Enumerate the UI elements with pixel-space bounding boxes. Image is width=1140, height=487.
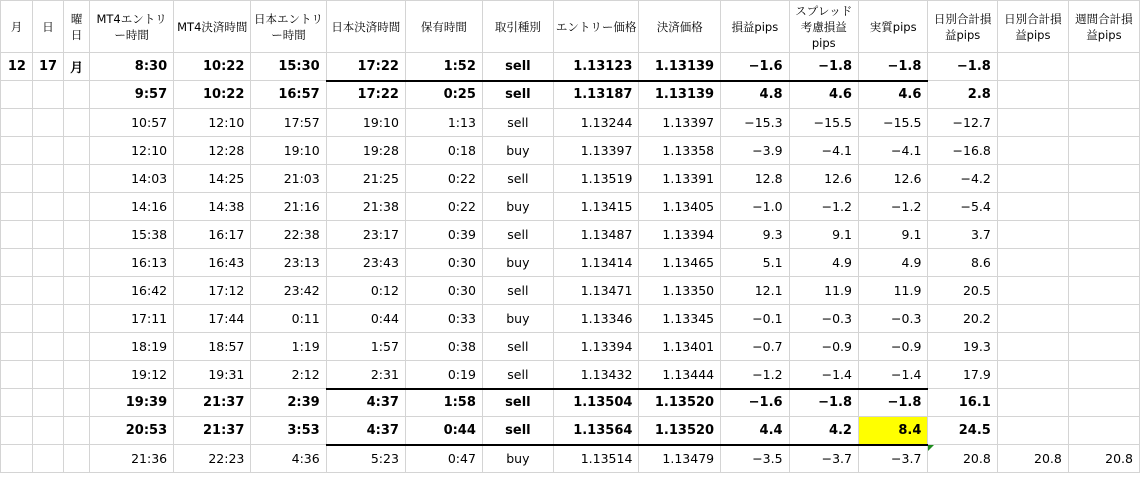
weekday-cell[interactable] [64, 417, 90, 445]
pips-cell[interactable]: −1.2 [721, 361, 789, 389]
mt4-exit-time-cell[interactable]: 16:43 [174, 249, 251, 277]
jp-exit-time-cell[interactable]: 4:37 [326, 389, 405, 417]
month-cell[interactable] [1, 137, 33, 165]
month-cell[interactable] [1, 333, 33, 361]
header-cell[interactable]: 月 [1, 1, 33, 53]
header-cell[interactable]: MT4エントリー時間 [90, 1, 174, 53]
entry-price-cell[interactable]: 1.13519 [553, 165, 639, 193]
day-cell[interactable] [32, 249, 63, 277]
table-row [1, 109, 1140, 137]
real-pips-cell[interactable]: −0.3 [858, 305, 927, 333]
day-cell[interactable] [32, 109, 63, 137]
mt4-exit-time-cell[interactable]: 17:12 [174, 277, 251, 305]
mt4-exit-time-cell[interactable]: 22:23 [174, 445, 251, 473]
daily-total-2-cell[interactable] [997, 249, 1068, 277]
weekday-cell[interactable] [64, 333, 90, 361]
exit-price-cell[interactable]: 1.13479 [639, 445, 721, 473]
exit-price-cell[interactable]: 1.13345 [639, 305, 721, 333]
month-cell[interactable] [1, 361, 33, 389]
header-cell[interactable]: 取引種別 [482, 1, 553, 53]
header-cell[interactable]: 損益pips [721, 1, 789, 53]
jp-entry-time-cell[interactable]: 19:10 [251, 137, 326, 165]
weekly-total-cell[interactable] [1068, 193, 1139, 221]
real-pips-cell[interactable]: 4.6 [858, 81, 927, 109]
entry-price-cell[interactable]: 1.13414 [553, 249, 639, 277]
trade-type-cell[interactable]: buy [482, 137, 553, 165]
entry-price-cell[interactable]: 1.13397 [553, 137, 639, 165]
exit-price-cell[interactable]: 1.13520 [639, 417, 721, 445]
pips-cell[interactable]: −1.0 [721, 193, 789, 221]
spread-pips-cell[interactable]: 4.6 [789, 81, 858, 109]
spread-pips-cell[interactable]: 4.2 [789, 417, 858, 445]
pips-cell[interactable]: −3.9 [721, 137, 789, 165]
exit-price-cell[interactable]: 1.13397 [639, 109, 721, 137]
trade-type-cell[interactable]: sell [482, 361, 553, 389]
day-cell[interactable] [32, 137, 63, 165]
weekly-total-cell[interactable] [1068, 389, 1139, 417]
weekday-cell[interactable] [64, 193, 90, 221]
weekly-total-cell[interactable]: 20.8 [1068, 445, 1139, 473]
pips-cell[interactable]: −0.7 [721, 333, 789, 361]
daily-total-2-cell[interactable]: 20.8 [997, 445, 1068, 473]
mt4-entry-time-cell[interactable]: 14:16 [90, 193, 174, 221]
entry-price-cell[interactable]: 1.13187 [553, 81, 639, 109]
entry-price-cell[interactable]: 1.13487 [553, 221, 639, 249]
hold-time-cell[interactable]: 0:47 [405, 445, 482, 473]
weekly-total-cell[interactable] [1068, 137, 1139, 165]
trade-type-cell[interactable]: sell [482, 417, 553, 445]
day-cell[interactable] [32, 305, 63, 333]
day-cell[interactable]: 17 [32, 53, 63, 81]
real-pips-cell[interactable]: 9.1 [858, 221, 927, 249]
hold-time-cell[interactable]: 0:38 [405, 333, 482, 361]
month-cell[interactable]: 12 [1, 53, 33, 81]
daily-total-2-cell[interactable] [997, 361, 1068, 389]
entry-price-cell[interactable]: 1.13346 [553, 305, 639, 333]
spread-pips-cell[interactable]: −1.8 [789, 389, 858, 417]
weekly-total-cell[interactable] [1068, 417, 1139, 445]
table-row [1, 221, 1140, 249]
month-cell[interactable] [1, 81, 33, 109]
daily-total-2-cell[interactable] [997, 137, 1068, 165]
mt4-entry-time-cell[interactable]: 19:12 [90, 361, 174, 389]
real-pips-cell[interactable]: −3.7 [858, 445, 927, 473]
header-cell[interactable]: 週間合計損益pips [1068, 1, 1139, 53]
daily-total-cell[interactable]: 8.6 [928, 249, 997, 277]
hold-time-cell[interactable]: 0:22 [405, 193, 482, 221]
weekday-cell[interactable] [64, 361, 90, 389]
day-cell[interactable] [32, 445, 63, 473]
month-cell[interactable] [1, 249, 33, 277]
exit-price-cell[interactable]: 1.13358 [639, 137, 721, 165]
entry-price-cell[interactable]: 1.13244 [553, 109, 639, 137]
pips-cell[interactable]: −15.3 [721, 109, 789, 137]
spread-pips-cell[interactable]: 12.6 [789, 165, 858, 193]
table-row [1, 417, 1140, 445]
mt4-exit-time-cell[interactable]: 17:44 [174, 305, 251, 333]
hold-time-cell[interactable]: 1:13 [405, 109, 482, 137]
header-cell[interactable]: 日 [32, 1, 63, 53]
mt4-entry-time-cell[interactable]: 12:10 [90, 137, 174, 165]
weekday-cell[interactable] [64, 221, 90, 249]
mt4-exit-time-cell[interactable]: 21:37 [174, 389, 251, 417]
month-cell[interactable] [1, 109, 33, 137]
mt4-exit-time-cell[interactable]: 21:37 [174, 417, 251, 445]
header-row [1, 1, 1140, 53]
daily-total-cell[interactable]: −12.7 [928, 109, 997, 137]
spread-pips-cell[interactable]: −0.9 [789, 333, 858, 361]
exit-price-cell[interactable]: 1.13394 [639, 221, 721, 249]
table-row [1, 277, 1140, 305]
real-pips-cell[interactable]: 12.6 [858, 165, 927, 193]
spread-pips-cell[interactable]: −0.3 [789, 305, 858, 333]
jp-entry-time-cell[interactable]: 23:42 [251, 277, 326, 305]
mt4-entry-time-cell[interactable]: 18:19 [90, 333, 174, 361]
spread-pips-cell[interactable]: −1.4 [789, 361, 858, 389]
mt4-exit-time-cell[interactable]: 14:25 [174, 165, 251, 193]
jp-entry-time-cell[interactable]: 21:03 [251, 165, 326, 193]
jp-entry-time-cell[interactable]: 23:13 [251, 249, 326, 277]
exit-price-cell[interactable]: 1.13391 [639, 165, 721, 193]
month-cell[interactable] [1, 221, 33, 249]
daily-total-cell[interactable]: 17.9 [928, 361, 997, 389]
month-cell[interactable] [1, 193, 33, 221]
header-cell[interactable]: 日別合計損益pips [997, 1, 1068, 53]
spread-pips-cell[interactable]: −1.8 [789, 53, 858, 81]
hold-time-cell[interactable]: 0:25 [405, 81, 482, 109]
jp-exit-time-cell[interactable]: 19:10 [326, 109, 405, 137]
hold-time-cell[interactable]: 0:44 [405, 417, 482, 445]
real-pips-cell[interactable]: −1.2 [858, 193, 927, 221]
month-cell[interactable] [1, 277, 33, 305]
pips-cell[interactable]: 4.4 [721, 417, 789, 445]
weekday-cell[interactable] [64, 137, 90, 165]
real-pips-cell[interactable]: −15.5 [858, 109, 927, 137]
mt4-entry-time-cell[interactable]: 8:30 [90, 53, 174, 81]
exit-price-cell[interactable]: 1.13139 [639, 81, 721, 109]
day-cell[interactable] [32, 389, 63, 417]
daily-total-cell[interactable]: −5.4 [928, 193, 997, 221]
mt4-entry-time-cell[interactable]: 19:39 [90, 389, 174, 417]
trade-type-cell[interactable]: sell [482, 165, 553, 193]
weekday-cell[interactable] [64, 165, 90, 193]
jp-entry-time-cell[interactable]: 2:12 [251, 361, 326, 389]
pips-cell[interactable]: 4.8 [721, 81, 789, 109]
table-row [1, 333, 1140, 361]
header-cell[interactable]: 決済価格 [639, 1, 721, 53]
mt4-exit-time-cell[interactable]: 12:10 [174, 109, 251, 137]
exit-price-cell[interactable]: 1.13405 [639, 193, 721, 221]
jp-entry-time-cell[interactable]: 22:38 [251, 221, 326, 249]
hold-time-cell[interactable]: 0:33 [405, 305, 482, 333]
spread-pips-cell[interactable]: −15.5 [789, 109, 858, 137]
mt4-entry-time-cell[interactable]: 16:13 [90, 249, 174, 277]
table-body [1, 53, 1140, 473]
daily-total-2-cell[interactable] [997, 417, 1068, 445]
daily-total-2-cell[interactable] [997, 333, 1068, 361]
jp-exit-time-cell[interactable]: 5:23 [326, 445, 405, 473]
jp-exit-time-cell[interactable]: 1:57 [326, 333, 405, 361]
trade-type-cell[interactable]: buy [482, 193, 553, 221]
real-pips-cell[interactable]: 4.9 [858, 249, 927, 277]
header-cell[interactable]: 日本エントリー時間 [251, 1, 326, 53]
daily-total-2-cell[interactable] [997, 81, 1068, 109]
jp-exit-time-cell[interactable]: 19:28 [326, 137, 405, 165]
hold-time-cell[interactable]: 1:52 [405, 53, 482, 81]
weekday-cell[interactable] [64, 389, 90, 417]
hold-time-cell[interactable]: 0:30 [405, 277, 482, 305]
weekday-cell[interactable] [64, 81, 90, 109]
exit-price-cell[interactable]: 1.13520 [639, 389, 721, 417]
mt4-entry-time-cell[interactable]: 14:03 [90, 165, 174, 193]
day-cell[interactable] [32, 81, 63, 109]
spread-pips-cell[interactable]: −4.1 [789, 137, 858, 165]
month-cell[interactable] [1, 417, 33, 445]
entry-price-cell[interactable]: 1.13471 [553, 277, 639, 305]
exit-price-cell[interactable]: 1.13465 [639, 249, 721, 277]
daily-total-2-cell[interactable] [997, 53, 1068, 81]
exit-price-cell[interactable]: 1.13444 [639, 361, 721, 389]
daily-total-2-cell[interactable] [997, 389, 1068, 417]
entry-price-cell[interactable]: 1.13504 [553, 389, 639, 417]
day-cell[interactable] [32, 193, 63, 221]
mt4-entry-time-cell[interactable]: 10:57 [90, 109, 174, 137]
jp-entry-time-cell[interactable]: 2:39 [251, 389, 326, 417]
hold-time-cell[interactable]: 0:30 [405, 249, 482, 277]
mt4-entry-time-cell[interactable]: 16:42 [90, 277, 174, 305]
trade-type-cell[interactable]: buy [482, 305, 553, 333]
mt4-exit-time-cell[interactable]: 19:31 [174, 361, 251, 389]
weekday-cell[interactable] [64, 109, 90, 137]
day-cell[interactable] [32, 417, 63, 445]
daily-total-2-cell[interactable] [997, 193, 1068, 221]
spread-pips-cell[interactable]: 4.9 [789, 249, 858, 277]
real-pips-cell[interactable]: 11.9 [858, 277, 927, 305]
mt4-exit-time-cell[interactable]: 12:28 [174, 137, 251, 165]
entry-price-cell[interactable]: 1.13432 [553, 361, 639, 389]
trade-type-cell[interactable]: sell [482, 389, 553, 417]
month-cell[interactable] [1, 445, 33, 473]
hold-time-cell[interactable]: 0:19 [405, 361, 482, 389]
jp-exit-time-cell[interactable]: 21:25 [326, 165, 405, 193]
pips-cell[interactable]: 9.3 [721, 221, 789, 249]
daily-total-cell[interactable]: 3.7 [928, 221, 997, 249]
trade-type-cell[interactable]: buy [482, 445, 553, 473]
daily-total-cell[interactable]: −4.2 [928, 165, 997, 193]
pips-cell[interactable]: 12.1 [721, 277, 789, 305]
daily-total-cell[interactable]: 20.2 [928, 305, 997, 333]
daily-total-cell[interactable]: 2.8 [928, 81, 997, 109]
header-cell[interactable]: MT4決済時間 [174, 1, 251, 53]
entry-price-cell[interactable]: 1.13564 [553, 417, 639, 445]
day-cell[interactable] [32, 361, 63, 389]
jp-entry-time-cell[interactable]: 17:57 [251, 109, 326, 137]
month-cell[interactable] [1, 389, 33, 417]
jp-entry-time-cell[interactable]: 4:36 [251, 445, 326, 473]
header-cell[interactable]: 日別合計損益pips [928, 1, 997, 53]
table-row [1, 389, 1140, 417]
jp-entry-time-cell[interactable]: 15:30 [251, 53, 326, 81]
mt4-entry-time-cell[interactable]: 17:11 [90, 305, 174, 333]
entry-price-cell[interactable]: 1.13123 [553, 53, 639, 81]
table-row [1, 165, 1140, 193]
pips-cell[interactable]: 12.8 [721, 165, 789, 193]
daily-total-cell[interactable]: −16.8 [928, 137, 997, 165]
weekly-total-cell[interactable] [1068, 277, 1139, 305]
jp-entry-time-cell[interactable]: 16:57 [251, 81, 326, 109]
jp-exit-time-cell[interactable]: 17:22 [326, 81, 405, 109]
weekly-total-cell[interactable] [1068, 81, 1139, 109]
hold-time-cell[interactable]: 0:22 [405, 165, 482, 193]
mt4-exit-time-cell[interactable]: 10:22 [174, 81, 251, 109]
daily-total-2-cell[interactable] [997, 277, 1068, 305]
mt4-exit-time-cell[interactable]: 16:17 [174, 221, 251, 249]
exit-price-cell[interactable]: 1.13350 [639, 277, 721, 305]
entry-price-cell[interactable]: 1.13394 [553, 333, 639, 361]
weekly-total-cell[interactable] [1068, 165, 1139, 193]
pips-cell[interactable]: −0.1 [721, 305, 789, 333]
weekday-cell[interactable] [64, 445, 90, 473]
weekly-total-cell[interactable] [1068, 53, 1139, 81]
mt4-entry-time-cell[interactable]: 9:57 [90, 81, 174, 109]
daily-total-2-cell[interactable] [997, 305, 1068, 333]
table-row [1, 445, 1140, 473]
weekly-total-cell[interactable] [1068, 249, 1139, 277]
real-pips-cell[interactable]: −1.8 [858, 389, 927, 417]
real-pips-cell[interactable]: −0.9 [858, 333, 927, 361]
pips-cell[interactable]: −1.6 [721, 389, 789, 417]
trade-type-cell[interactable]: sell [482, 221, 553, 249]
entry-price-cell[interactable]: 1.13514 [553, 445, 639, 473]
jp-exit-time-cell[interactable]: 21:38 [326, 193, 405, 221]
table-row [1, 249, 1140, 277]
trade-type-cell[interactable]: sell [482, 333, 553, 361]
real-pips-cell[interactable]: −1.4 [858, 361, 927, 389]
header-cell[interactable]: 保有時間 [405, 1, 482, 53]
real-pips-cell[interactable]: −1.8 [858, 53, 927, 81]
weekday-cell[interactable]: 月 [64, 53, 90, 81]
jp-exit-time-cell[interactable]: 23:43 [326, 249, 405, 277]
weekly-total-cell[interactable] [1068, 221, 1139, 249]
weekly-total-cell[interactable] [1068, 109, 1139, 137]
month-cell[interactable] [1, 305, 33, 333]
weekday-cell[interactable] [64, 305, 90, 333]
header-cell[interactable]: 曜日 [64, 1, 90, 53]
day-cell[interactable] [32, 165, 63, 193]
daily-total-2-cell[interactable] [997, 109, 1068, 137]
jp-exit-time-cell[interactable]: 4:37 [326, 417, 405, 445]
weekly-total-cell[interactable] [1068, 361, 1139, 389]
day-cell[interactable] [32, 277, 63, 305]
daily-total-cell[interactable]: 20.5 [928, 277, 997, 305]
jp-exit-time-cell[interactable]: 0:44 [326, 305, 405, 333]
real-pips-cell[interactable]: 8.4 [858, 417, 927, 445]
month-cell[interactable] [1, 165, 33, 193]
mt4-exit-time-cell[interactable]: 18:57 [174, 333, 251, 361]
real-pips-cell[interactable]: −4.1 [858, 137, 927, 165]
jp-exit-time-cell[interactable]: 23:17 [326, 221, 405, 249]
daily-total-cell[interactable]: 24.5 [928, 417, 997, 445]
jp-entry-time-cell[interactable]: 3:53 [251, 417, 326, 445]
table-row [1, 305, 1140, 333]
jp-entry-time-cell[interactable]: 0:11 [251, 305, 326, 333]
trade-type-cell[interactable]: buy [482, 249, 553, 277]
mt4-entry-time-cell[interactable]: 15:38 [90, 221, 174, 249]
trade-type-cell[interactable]: sell [482, 277, 553, 305]
daily-total-2-cell[interactable] [997, 221, 1068, 249]
daily-total-cell[interactable]: −1.8 [928, 53, 997, 81]
daily-total-2-cell[interactable] [997, 165, 1068, 193]
table-row [1, 53, 1140, 81]
pips-cell[interactable]: −3.5 [721, 445, 789, 473]
hold-time-cell[interactable]: 1:58 [405, 389, 482, 417]
weekday-cell[interactable] [64, 277, 90, 305]
jp-exit-time-cell[interactable]: 17:22 [326, 53, 405, 81]
trade-type-cell[interactable]: sell [482, 109, 553, 137]
jp-exit-time-cell[interactable]: 2:31 [326, 361, 405, 389]
jp-exit-time-cell[interactable]: 0:12 [326, 277, 405, 305]
daily-total-cell[interactable]: 20.8 [928, 445, 997, 473]
jp-entry-time-cell[interactable]: 1:19 [251, 333, 326, 361]
table-row [1, 193, 1140, 221]
spread-pips-cell[interactable]: 9.1 [789, 221, 858, 249]
header-cell[interactable]: スプレッド考慮損益pips [789, 1, 858, 53]
mt4-entry-time-cell[interactable]: 21:36 [90, 445, 174, 473]
day-cell[interactable] [32, 333, 63, 361]
daily-total-cell[interactable]: 19.3 [928, 333, 997, 361]
exit-price-cell[interactable]: 1.13401 [639, 333, 721, 361]
mt4-entry-time-cell[interactable]: 20:53 [90, 417, 174, 445]
mt4-exit-time-cell[interactable]: 14:38 [174, 193, 251, 221]
trade-type-cell[interactable]: sell [482, 81, 553, 109]
exit-price-cell[interactable]: 1.13139 [639, 53, 721, 81]
day-cell[interactable] [32, 221, 63, 249]
header-cell[interactable]: エントリー価格 [553, 1, 639, 53]
trade-type-cell[interactable]: sell [482, 53, 553, 81]
pips-cell[interactable]: 5.1 [721, 249, 789, 277]
spread-pips-cell[interactable]: 11.9 [789, 277, 858, 305]
daily-total-cell[interactable]: 16.1 [928, 389, 997, 417]
header-cell[interactable]: 実質pips [858, 1, 927, 53]
jp-entry-time-cell[interactable]: 21:16 [251, 193, 326, 221]
spread-pips-cell[interactable]: −1.2 [789, 193, 858, 221]
mt4-exit-time-cell[interactable]: 10:22 [174, 53, 251, 81]
header-cell[interactable]: 日本決済時間 [326, 1, 405, 53]
weekday-cell[interactable] [64, 249, 90, 277]
pips-cell[interactable]: −1.6 [721, 53, 789, 81]
table-row [1, 361, 1140, 389]
hold-time-cell[interactable]: 0:18 [405, 137, 482, 165]
table-row [1, 137, 1140, 165]
table-row [1, 81, 1140, 109]
weekly-total-cell[interactable] [1068, 305, 1139, 333]
hold-time-cell[interactable]: 0:39 [405, 221, 482, 249]
entry-price-cell[interactable]: 1.13415 [553, 193, 639, 221]
spread-pips-cell[interactable]: −3.7 [789, 445, 858, 473]
weekly-total-cell[interactable] [1068, 333, 1139, 361]
